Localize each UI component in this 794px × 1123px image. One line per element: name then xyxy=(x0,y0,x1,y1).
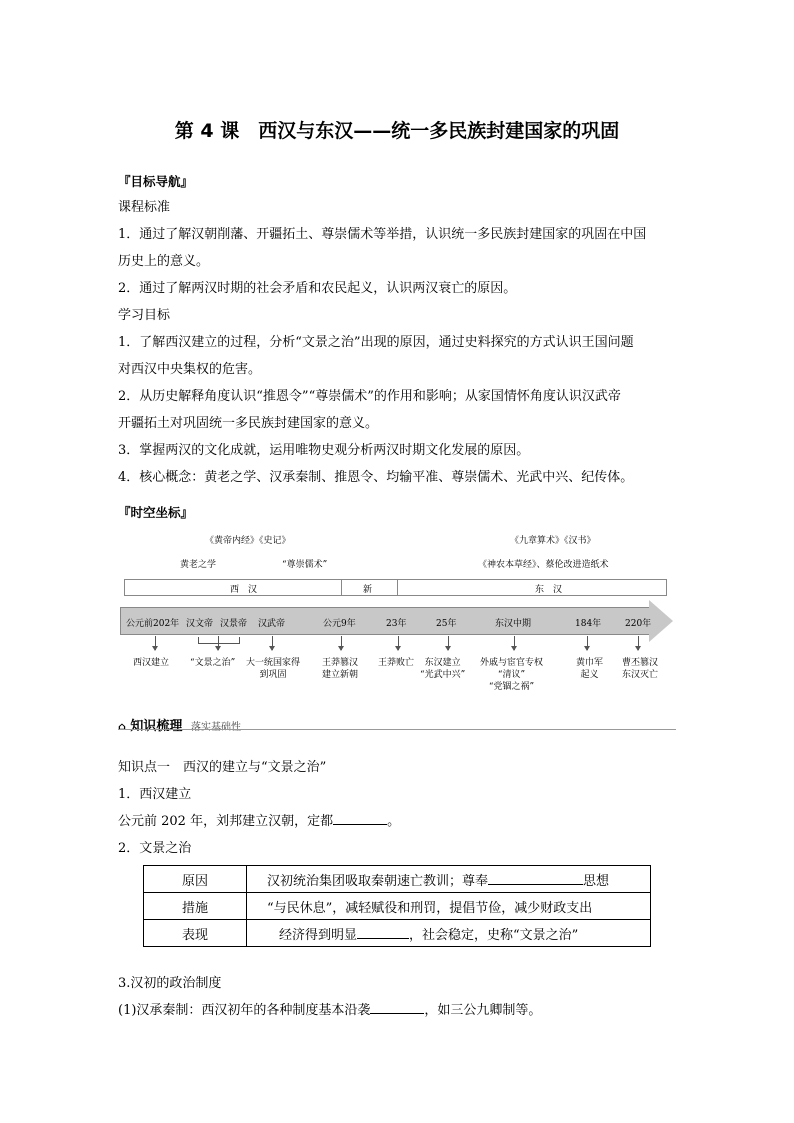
band-divider xyxy=(341,580,342,595)
learning-goal-1a: 1．了解西汉建立的过程，分析“文景之治”出现的原因，通过史料探究的方式认识王国问题 xyxy=(118,335,634,350)
section-time-heading: 『时空坐标』 xyxy=(118,505,194,520)
cell-text-b: 思想 xyxy=(583,873,610,889)
kp1-3-1b: ，如三公九卿制等。 xyxy=(424,1003,542,1018)
ev-yt-b: 起义 xyxy=(580,670,599,680)
tl-jingdi: 汉景帝 xyxy=(220,619,248,629)
ev-unity xyxy=(246,657,300,681)
table-row xyxy=(144,866,651,893)
kp1-3-1 xyxy=(118,1002,541,1020)
kp1-heading: 知识点一 西汉的建立与“文景之治” xyxy=(118,760,327,775)
table-cell-key: 措施 xyxy=(144,893,247,920)
tick-arrow-icon xyxy=(155,636,156,650)
table-row xyxy=(144,893,651,920)
ev-wangmang-defeat: 王莽败亡 xyxy=(378,658,415,668)
cell-text-a: 经济得到明显 xyxy=(279,927,358,943)
tick-arrow-icon xyxy=(448,636,449,650)
tl-huanglao: 黄老之学 xyxy=(180,560,217,570)
ev-caopi xyxy=(622,657,658,681)
tl-23: 23年 xyxy=(386,619,407,629)
wenjing-brace xyxy=(198,637,240,644)
tl-ad9: 公元9年 xyxy=(323,619,356,629)
dynasty-band xyxy=(124,579,667,596)
tick-arrow-icon xyxy=(514,636,515,650)
learning-goal-3: 3．掌握两汉的文化成就，运用唯物史观分析两汉时期文化发展的原因。 xyxy=(118,443,530,458)
section-goal-heading: 『目标导航』 xyxy=(118,174,194,189)
temple-icon: ⌂ xyxy=(118,720,126,733)
course-standard-2: 2．通过了解两汉时期的社会矛盾和农民起义，认识两汉衰亡的原因。 xyxy=(118,281,517,296)
tick-arrow-icon xyxy=(638,636,639,650)
cell-text-b: ，社会稳定，史称“文景之治” xyxy=(409,927,579,943)
table-cell-value: “与民休息”，减轻赋役和刑罚，提倡节俭，减少财政支出 xyxy=(247,893,651,920)
ev-wenjing: “文景之治” xyxy=(190,658,236,668)
tl-books-right: 《九章算术》《汉书》 xyxy=(510,536,596,546)
learning-goal-2b: 开疆拓土对巩固统一多民族封建国家的意义。 xyxy=(118,416,379,431)
timeline-arrowhead xyxy=(649,600,673,642)
ev-yt-a: 黄巾军 xyxy=(576,658,604,668)
ev-eunuch-c: “党锢之祸” xyxy=(488,682,535,692)
ev-unity-b: 到巩固 xyxy=(259,670,287,680)
kb-divider xyxy=(118,729,676,730)
kb-heading-text: 知识梳理 xyxy=(130,719,183,734)
tl-shennong: 《神农本草经》、蔡伦改进造纸术 xyxy=(478,560,609,570)
ev-donghan-a: 东汉建立 xyxy=(424,658,461,668)
tl-202bc: 公元前202年 xyxy=(126,619,180,629)
course-standard-1a: 1．通过了解汉朝削藩、开疆拓土、尊崇儒术等举措，认识统一多民族封建国家的巩固在中国 xyxy=(118,227,647,242)
page-title: 第 4 课 西汉与东汉——统一多民族封建国家的巩固 xyxy=(174,120,620,142)
kb-subheading: 落实基础性 xyxy=(190,722,241,733)
table-cell-value xyxy=(247,866,651,893)
table-cell-key: 原因 xyxy=(144,866,247,893)
table-cell-value xyxy=(247,920,651,947)
tick-arrow-icon xyxy=(272,636,273,650)
tick-arrow-icon xyxy=(398,636,399,650)
ev-donghan-b: “光武中兴” xyxy=(420,670,466,680)
kp1-1-text xyxy=(118,813,400,831)
tl-wudi: 汉武帝 xyxy=(258,619,286,629)
course-standard-1b: 历史上的意义。 xyxy=(118,254,210,269)
learning-goal-heading: 学习目标 xyxy=(118,308,171,323)
kp1-1-text-b: 。 xyxy=(387,814,401,829)
learning-goal-2a: 2．从历史解释角度认识“推恩令”“尊崇儒术”的作用和影响；从家国情怀角度认识汉武帝 xyxy=(118,389,621,404)
tick-arrow-icon xyxy=(341,636,342,650)
band-donghan: 东 汉 xyxy=(535,585,563,595)
ev-wangmang xyxy=(322,657,358,681)
ev-donghan xyxy=(420,657,465,681)
table-row xyxy=(144,920,651,947)
ev-wangmang-b: 建立新朝 xyxy=(322,670,359,680)
kp1-2: 2．文景之治 xyxy=(118,841,192,856)
ev-eunuch-a: 外戚与宦官专权 xyxy=(480,658,544,668)
tl-confucian: “尊崇儒术” xyxy=(282,560,328,570)
kp1-3: 3.汉初的政治制度 xyxy=(118,976,222,991)
band-divider xyxy=(397,580,398,595)
ev-wangmang-a: 王莽篡汉 xyxy=(322,658,359,668)
kb-heading xyxy=(118,715,241,734)
kp1-3-1a: (1)汉承秦制：西汉初年的各种制度基本沿袭 xyxy=(118,1003,371,1018)
kp1-1-text-a: 公元前 202 年，刘邦建立汉朝，定都 xyxy=(118,814,334,829)
thought-blank[interactable] xyxy=(488,884,583,885)
wenjing-table xyxy=(143,865,651,947)
ev-caopi-b: 东汉灭亡 xyxy=(622,670,659,680)
course-standard-heading: 课程标准 xyxy=(118,200,171,215)
band-xin: 新 xyxy=(363,585,373,595)
qin-system-blank[interactable] xyxy=(370,1013,424,1014)
kp1-1: 1．西汉建立 xyxy=(118,787,192,802)
tl-wendi: 汉文帝 xyxy=(186,619,214,629)
tick-arrow-icon xyxy=(587,636,588,650)
tl-books-left: 《黄帝内经》《史记》 xyxy=(205,536,291,546)
cell-text-a: 汉初统治集团吸取秦朝速亡教训；尊奉 xyxy=(267,873,489,889)
capital-blank[interactable] xyxy=(333,824,387,825)
tl-25: 25年 xyxy=(436,619,457,629)
tl-184: 184年 xyxy=(575,619,602,629)
ev-xihan-founded: 西汉建立 xyxy=(133,658,170,668)
learning-goal-1b: 对西汉中央集权的危害。 xyxy=(118,362,262,377)
ev-eunuch xyxy=(480,657,543,693)
ev-eunuch-b: “清议” xyxy=(497,670,526,680)
band-xihan: 西 汉 xyxy=(230,585,258,595)
learning-goal-4: 4．核心概念：黄老之学、汉承秦制、推恩令、均输平准、尊崇儒术、光武中兴、纪传体。 xyxy=(118,470,634,485)
ev-yellow-turban xyxy=(576,657,603,681)
ev-unity-a: 大一统国家得 xyxy=(246,658,301,668)
economy-blank[interactable] xyxy=(357,938,409,939)
tl-mid: 东汉中期 xyxy=(495,619,532,629)
tl-220: 220年 xyxy=(625,619,652,629)
ev-caopi-a: 曹丕篡汉 xyxy=(622,658,659,668)
table-cell-key: 表现 xyxy=(144,920,247,947)
